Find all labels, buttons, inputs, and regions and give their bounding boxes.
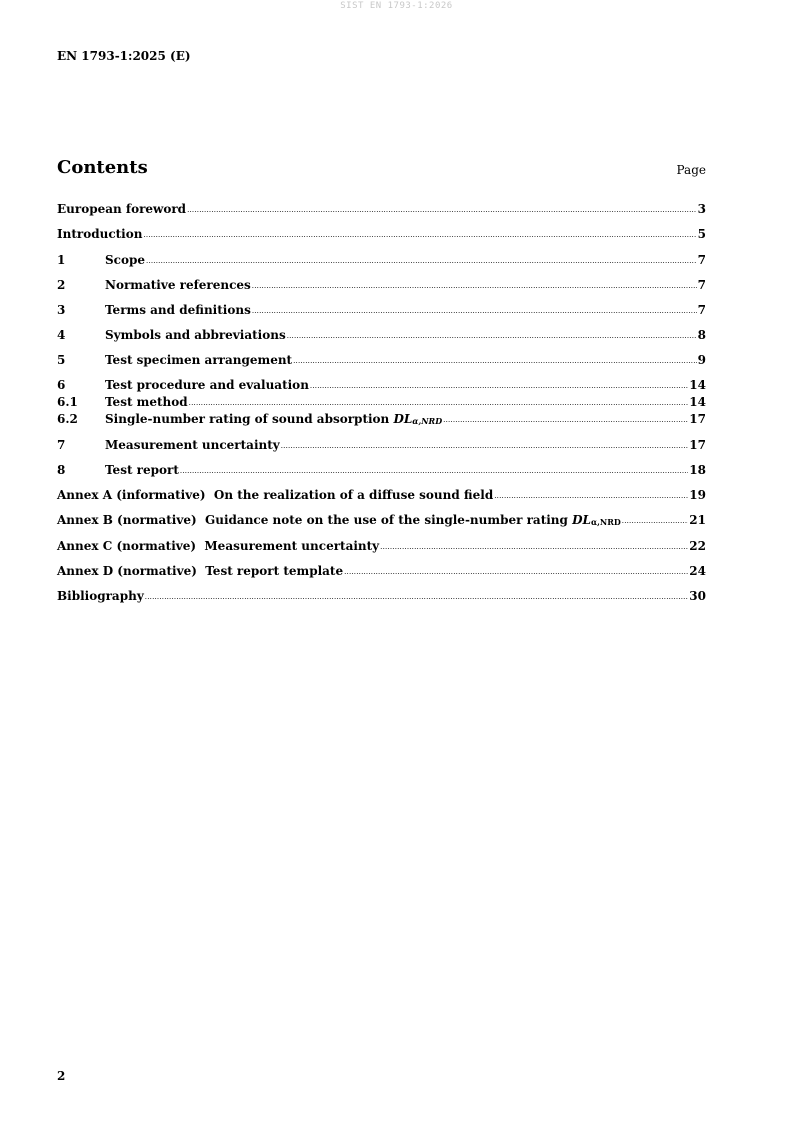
toc-entry-title: [57, 513, 621, 530]
contents-heading: Contents: [57, 157, 148, 178]
toc-entry-annex-d[interactable]: [57, 564, 706, 579]
dot-leader: [143, 228, 696, 243]
dot-leader: [287, 329, 697, 344]
toc-entry-number: 6: [57, 378, 66, 392]
toc-entry-page: 21: [689, 513, 706, 527]
toc-entry-annex-c[interactable]: [57, 539, 706, 554]
dot-leader: [146, 254, 697, 269]
toc-entry-terms-and-definitions[interactable]: [57, 303, 706, 318]
toc-entry-title: Test method: [105, 395, 188, 409]
toc-entry-title: Annex A (informative) On the realization of a diffuse sound field: [57, 488, 494, 502]
toc-entry-title: Measurement uncertainty: [105, 438, 280, 452]
toc-entry-page: 14: [689, 378, 706, 392]
toc-entry-page: 19: [689, 488, 706, 502]
footer-page-number: 2: [57, 1069, 66, 1083]
toc-entry-test-procedure[interactable]: [57, 378, 706, 393]
toc-entry-single-number-rating[interactable]: [57, 412, 706, 427]
toc-entry-page: 7: [697, 303, 706, 317]
toc-entry-title-text: Single-number rating of sound absorption: [105, 412, 394, 426]
toc-entry-title: Test procedure and evaluation: [105, 378, 309, 392]
toc-entry-page: 30: [689, 589, 706, 603]
toc-entry-number: 2: [57, 278, 66, 292]
rating-symbol-subscript: α,NRD: [590, 517, 621, 527]
rating-symbol: DL: [393, 412, 413, 426]
toc-entry-test-method[interactable]: [57, 395, 706, 410]
toc-entry-title: Terms and definitions: [105, 303, 251, 317]
toc-entry-annex-a[interactable]: [57, 488, 706, 503]
dot-leader: [443, 413, 688, 428]
toc-entry-number: 4: [57, 328, 66, 342]
toc-entry-title: Introduction: [57, 227, 143, 241]
dot-leader: [281, 439, 689, 454]
toc-entry-page: 9: [697, 353, 706, 367]
toc-entry-page: 18: [689, 463, 706, 477]
toc-entry-number: 1: [57, 253, 66, 267]
toc-entry-test-specimen-arrangement[interactable]: [57, 353, 706, 368]
toc-entry-title: Symbols and abbreviations: [105, 328, 286, 342]
toc-entry-number: 3: [57, 303, 66, 317]
toc-entry-title: Normative references: [105, 278, 251, 292]
toc-entry-annex-b[interactable]: [57, 513, 706, 528]
dot-leader: [380, 540, 688, 555]
toc-entry-test-report[interactable]: [57, 463, 706, 478]
toc-entry-number: 6.2: [57, 412, 78, 426]
toc-entry-symbols-and-abbreviations[interactable]: [57, 328, 706, 343]
toc-entry-title: Test specimen arrangement: [105, 353, 293, 367]
dot-leader: [344, 565, 688, 580]
rating-symbol: DL: [572, 513, 591, 527]
toc-entry-title: Bibliography: [57, 589, 144, 603]
toc-entry-page: 24: [689, 564, 706, 578]
dot-leader: [187, 203, 697, 218]
toc-entry-number: 8: [57, 463, 66, 477]
toc-entry-title-text: Annex B (normative) Guidance note on the use of the single-number rating: [57, 513, 573, 527]
watermark: SIST EN 1793-1:2026: [340, 1, 453, 11]
toc-entry-page: 22: [689, 539, 706, 553]
toc-entry-number: 5: [57, 353, 66, 367]
toc-entry-introduction[interactable]: [57, 227, 706, 242]
toc-entry-page: 14: [689, 395, 706, 409]
dot-leader: [494, 489, 688, 504]
toc-entry-page: 8: [697, 328, 706, 342]
toc-entry-scope[interactable]: [57, 253, 706, 268]
document-id: EN 1793-1:2025 (E): [57, 49, 191, 63]
toc-entry-page: 7: [697, 278, 706, 292]
dot-leader: [293, 354, 697, 369]
dot-leader: [252, 279, 697, 294]
toc-entry-page: 3: [697, 202, 706, 216]
dot-leader: [252, 304, 697, 319]
toc-entry-measurement-uncertainty[interactable]: [57, 438, 706, 453]
page-column-label: Page: [676, 163, 706, 177]
toc-entry-page: 17: [689, 438, 706, 452]
toc-entry-page: 5: [697, 227, 706, 241]
toc-entry-page: 7: [697, 253, 706, 267]
toc-entry-title: Annex C (normative) Measurement uncertainty: [57, 539, 380, 553]
rating-symbol-subscript: α,NRD: [412, 416, 443, 426]
dot-leader: [180, 464, 688, 479]
toc-entry-bibliography[interactable]: [57, 589, 706, 604]
dot-leader: [622, 514, 689, 529]
toc-entry-title: [105, 412, 442, 429]
dot-leader: [310, 379, 688, 394]
toc-entry-european-foreword[interactable]: [57, 202, 706, 217]
dot-leader: [189, 396, 689, 411]
toc-entry-title: Test report: [105, 463, 179, 477]
toc-entry-title: European foreword: [57, 202, 187, 216]
toc-entry-normative-references[interactable]: [57, 278, 706, 293]
toc-entry-title: Annex D (normative) Test report template: [57, 564, 344, 578]
toc-entry-number: 7: [57, 438, 66, 452]
toc-entry-page: 17: [689, 412, 706, 426]
toc-entry-number: 6.1: [57, 395, 78, 409]
dot-leader: [145, 590, 689, 605]
toc-entry-title: Scope: [105, 253, 146, 267]
